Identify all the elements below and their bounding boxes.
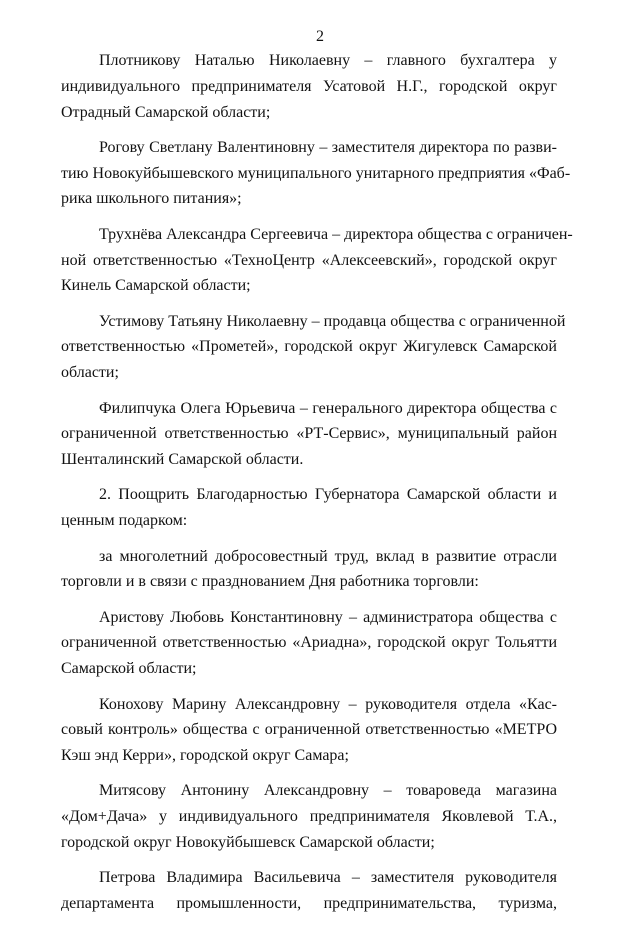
paragraph-line: Самарской области; [61,660,197,678]
paragraph-line: индивидуального предпринимателя Усатовой Н.Г., городской округ [61,77,557,95]
paragraph-line: ответственностью «Прометей», городской округ Жигулевск Самарской [61,338,557,356]
paragraph-line: ограниченной ответственностью «Ариадна», городской округ Тольятти [61,634,557,652]
paragraph-line: Отрадный Самарской области; [61,103,271,121]
paragraph [61,865,557,917]
paragraph-line: Конохову Марину Александровну – руководителя отдела «Кас- [99,695,557,713]
paragraph-line: за многолетний добросовестный труд, вклад в развитие отрасли [99,547,557,565]
paragraph-line: Митясову Антонину Александровну – товароведа магазина [99,782,557,800]
paragraph-line: Плотникову Наталью Николаевну – главного бухгалтера у [99,52,557,69]
paragraph [61,222,573,299]
paragraph [61,48,557,125]
paragraph-line: тию Новокуйбышевского муниципального унитарного предприятия «Фаб- [61,164,571,182]
paragraph [61,396,557,473]
paragraph-line: «Дом+Дача» у индивидуального предпринимателя Яковлевой Т.А., [61,808,557,826]
paragraph-line: рика школьного питания»; [61,190,242,208]
paragraph [61,778,557,855]
paragraph [61,135,571,212]
paragraph-line: торговли и в связи с празднованием Дня работника торговли: [61,573,479,591]
paragraph-line: ной ответственностью «ТехноЦентр «Алексеевский», городской округ [61,251,557,269]
paragraph-line: Шенталинский Самарской области. [61,451,304,469]
paragraph [61,309,566,386]
paragraph-line: 2. Поощрить Благодарностью Губернатора Самарской области и [99,486,557,504]
paragraph-line: совый контроль» общества с ограниченной ответственностью «МЕТРО [61,721,557,739]
paragraph-line: Петрова Владимира Васильевича – заместителя руководителя [99,869,557,887]
paragraph-line: области; [61,364,119,382]
paragraph-line: Трухнёва Александра Сергеевича – директора общества с ограничен- [99,225,573,243]
paragraph-line: Аристову Любовь Константиновну – администратора общества с [99,608,557,626]
paragraph-line: ценным подарком: [61,512,188,530]
paragraph-line: городской округ Новокуйбышевск Самарской области; [61,834,435,852]
paragraph-line: Кинель Самарской области; [61,277,251,295]
page-number: 2 [316,28,324,45]
paragraph [61,605,557,682]
paragraph-line: Филипчука Олега Юрьевича – генерального директора общества с [99,399,557,417]
paragraph-line: Рогову Светлану Валентиновну – заместителя директора по разви- [99,138,557,156]
document-body [61,48,573,926]
paragraph-line: Устимову Татьяну Николаевну – продавца общества с ограниченной [99,312,566,330]
paragraph [61,544,557,596]
paragraph-line: департамента промышленности, предпринимательства, туризма, [61,895,557,913]
paragraph [61,482,557,534]
paragraph-line: ограниченной ответственностью «РТ-Сервис», муниципальный район [61,425,557,443]
paragraph [61,692,557,769]
paragraph-line: Кэш энд Керри», городской округ Самара; [61,747,349,765]
